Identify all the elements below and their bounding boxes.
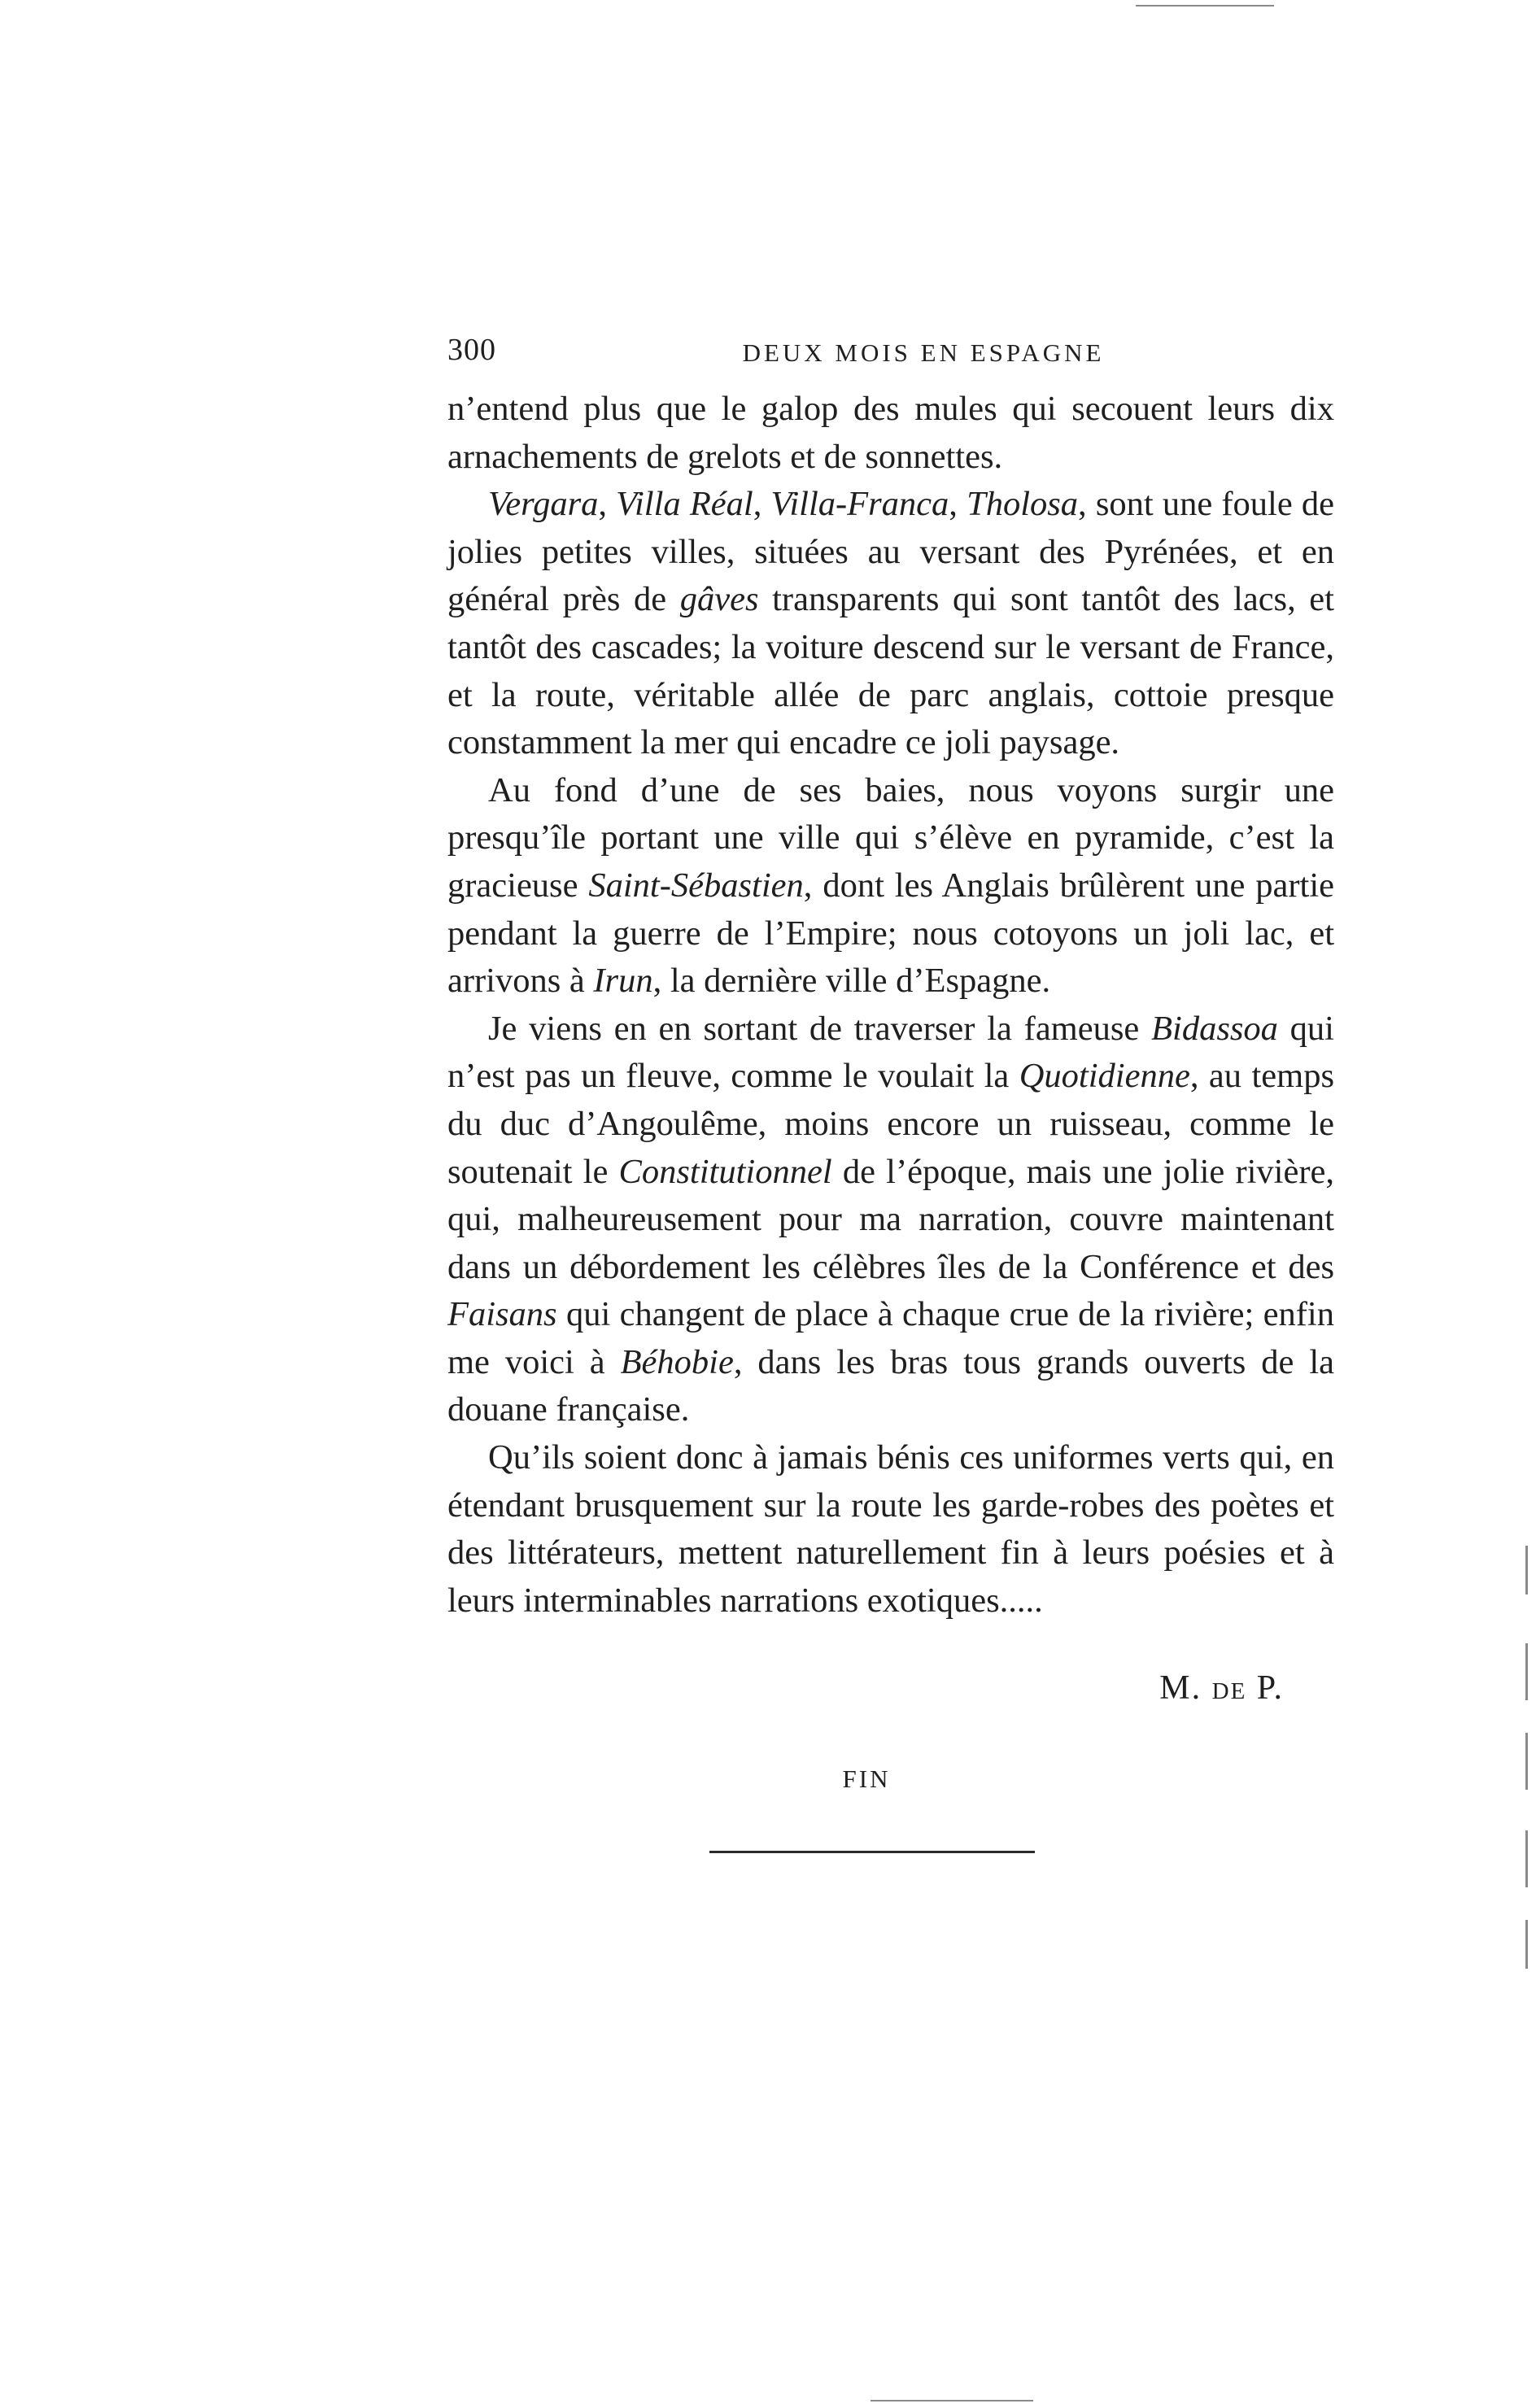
page-header	[447, 332, 1334, 381]
place-name: Villa-Franca	[770, 485, 949, 524]
place-name: Faisans	[447, 1295, 557, 1334]
running-title: DEUX MOIS EN ESPAGNE	[742, 338, 1105, 367]
paragraph-4: Je viens en en sortant de traverser la fameuse Bidassoa qui n’est pas un fleuve, comme le voulait la Quotidienne, au temps du duc d’Angoulême, moins encore un ruisseau, comme le soutenait le Constitutionnel de l’époque, mais une jolie rivière, qui, malheureusement pour ma narration, couvre maintenant dans un débordement les célèbres îles de la Conférence et des Faisans qui changent de place à chaque crue de la rivière; enfin me voici à Béhobie, dans les bras tous grands ouverts de la douane française.	[447, 1009, 1334, 1429]
place-name: Tholosa	[967, 485, 1079, 524]
place-name: Irun	[593, 962, 653, 1001]
italic-term: gâves	[679, 580, 759, 619]
newspaper-name: Constitutionnel	[618, 1152, 832, 1191]
scan-edge-mark	[1525, 1733, 1528, 1790]
scan-edge-mark	[871, 2400, 1033, 2401]
author-signature: M. de P.	[1159, 1669, 1284, 1708]
book-page	[447, 332, 1334, 1853]
place-name: Saint-Sébastien	[588, 866, 804, 905]
scan-edge-mark	[1136, 5, 1274, 7]
fin-label: FIN	[842, 1765, 891, 1794]
place-name: Béhobie	[620, 1342, 734, 1381]
scan-edge-mark	[1525, 1643, 1528, 1700]
place-name: Villa Réal	[616, 485, 753, 524]
place-name: Bidassoa	[1151, 1009, 1278, 1048]
scan-edge-mark	[1525, 1920, 1528, 1969]
end-rule	[709, 1851, 1035, 1853]
paragraph-2: Vergara, Villa Réal, Villa-Franca, Tholosa, sont une foule de jolies petites villes, situées au versant des Pyrénées, et en général près de gâves transparents qui sont tantôt des lacs, et tantôt des cascades; la voiture descend sur le versant de France, et la route, véritable allée de parc anglais, cottoie presque constamment la mer qui encadre ce joli paysage.	[447, 485, 1334, 762]
page-number: 300	[447, 333, 496, 367]
newspaper-name: Quotidienne	[1019, 1057, 1190, 1096]
place-name: Vergara	[488, 485, 599, 524]
paragraph-5: Qu’ils soient donc à jamais bénis ces uniformes verts qui, en étendant brusquement sur la route les garde-robes des poètes et des littérateurs, mettent naturellement fin à leurs poésies et à leurs interminables narrations exotiques.....	[447, 1438, 1334, 1620]
scan-edge-mark	[1525, 1546, 1528, 1594]
paragraph-1: n’entend plus que le galop des mules qui secouent leurs dix arnachements de grelots et de sonnettes.	[447, 390, 1334, 476]
scan-edge-mark	[1525, 1830, 1528, 1887]
paragraph-3: Au fond d’une de ses baies, nous voyons surgir une presqu’île portant une ville qui s’élève en pyramide, c’est la gracieuse Saint-Sébastien, dont les Anglais brûlèrent une partie pendant la guerre de l’Empire; nous cotoyons un joli lac, et arrivons à Irun, la dernière ville d’Espagne.	[447, 770, 1334, 1001]
